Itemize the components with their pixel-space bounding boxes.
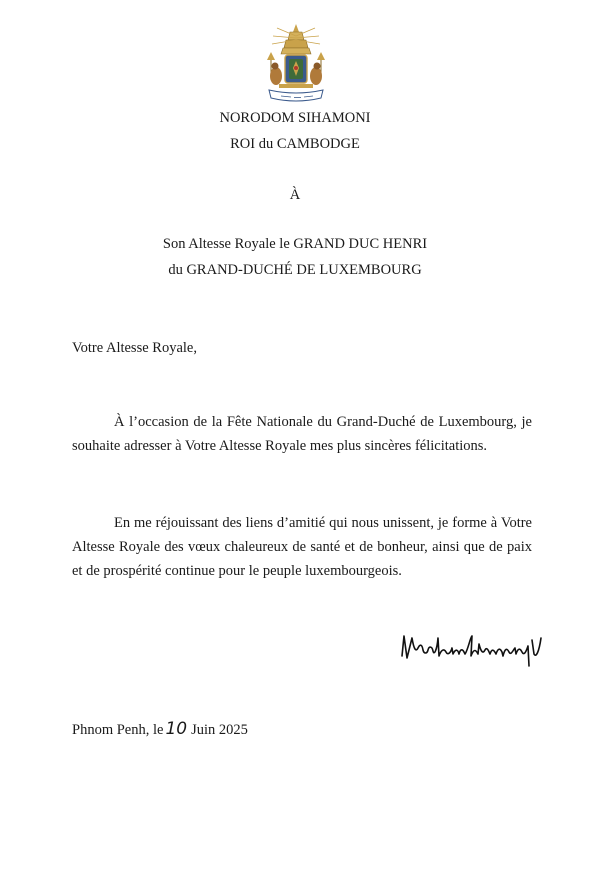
recipient-line-1: Son Altesse Royale le GRAND DUC HENRI [162, 236, 428, 252]
address-to-mark: À [289, 187, 301, 203]
body-paragraph-2 [72, 511, 532, 583]
body-paragraph-1-text: À l’occasion de la Fête Nationale du Grand-Duché de Luxembourg, je souhaite adresser à Votre Altesse Royale mes plus sincères félicitations. [72, 414, 532, 454]
royal-coat-of-arms-icon [259, 22, 333, 106]
body-paragraph-2-text: En me réjouissant des liens d’amitié qui nous unissent, je forme à Votre Altesse Royale des vœux chaleureux de santé et de bonheur, ainsi que de paix et de prospérité continue pour le peuple luxembourgeois. [72, 515, 532, 579]
date-day-handwritten: 10 [165, 719, 188, 739]
date-place: Phnom Penh, le [72, 722, 164, 738]
salutation: Votre Altesse Royale, [72, 340, 197, 356]
date-month-year: Juin 2025 [191, 722, 248, 738]
handwritten-signature [398, 630, 548, 670]
body-paragraph-1 [72, 410, 532, 458]
sender-name: NORODOM SIHAMONI [219, 110, 371, 126]
recipient-line-2: du GRAND-DUCHÉ DE LUXEMBOURG [168, 262, 422, 278]
sender-title: ROI du CAMBODGE [230, 136, 360, 152]
date-line [72, 719, 248, 739]
